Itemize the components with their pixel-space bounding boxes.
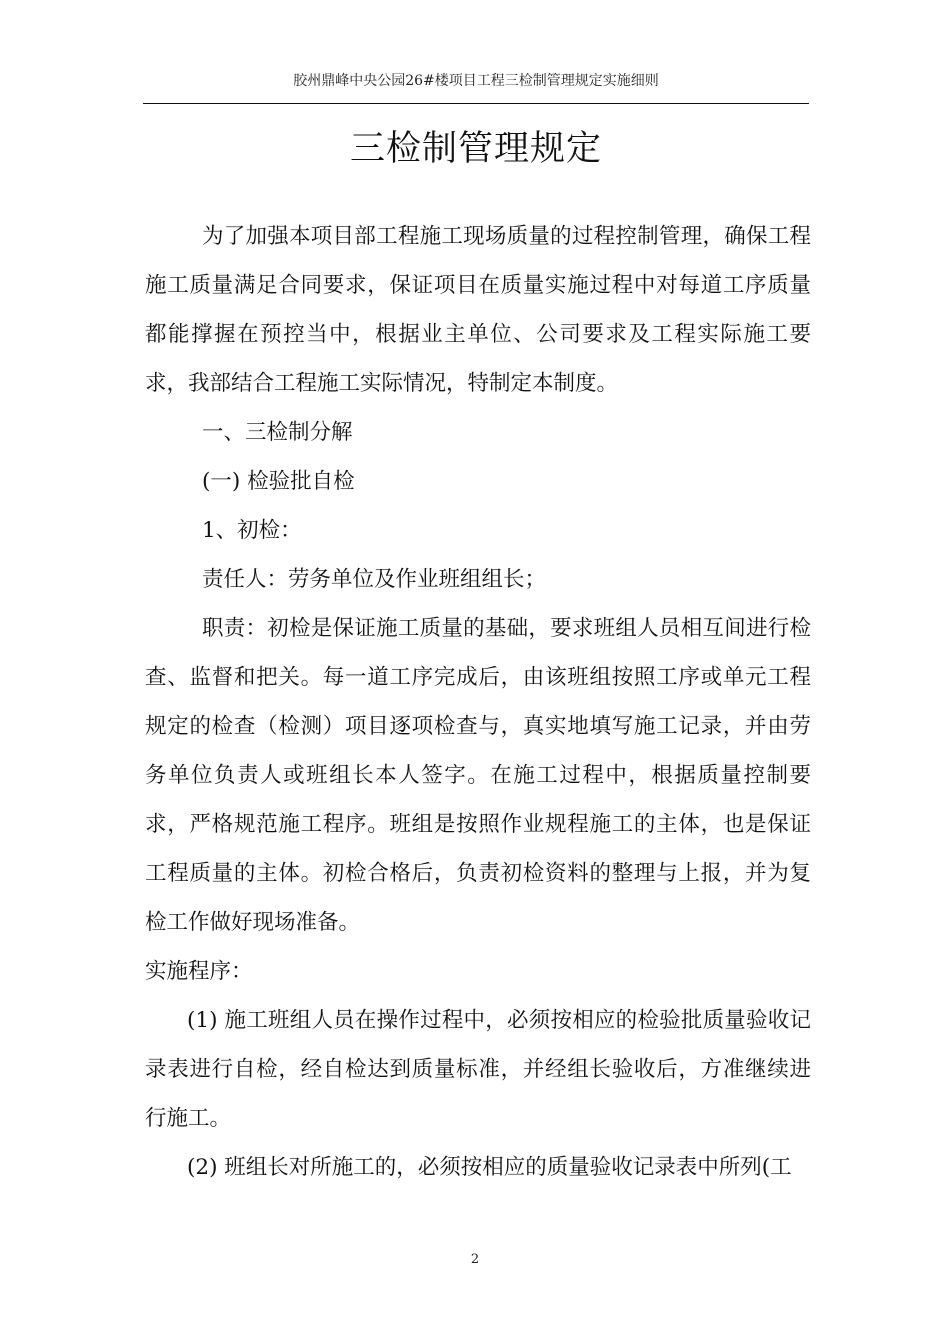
procedure-step-1: (1) 施工班组人员在操作过程中，必须按相应的检验批质量验收记录表进行自检，经自检达到质量标准，并经组长验收后，方准继续进行施工。 xyxy=(145,1008,811,1131)
section-heading: 一、三检制分解 xyxy=(202,420,353,445)
responsible-person: 责任人：劳务单位及作业班组组长； xyxy=(202,567,547,592)
header-divider xyxy=(143,103,809,104)
intro-paragraph: 为了加强本项目部工程施工现场质量的过程控制管理，确保工程施工质量满足合同要求，保证项目在质量实施过程中对每道工序质量都能撑握在预控当中，根据业主单位、公司要求及工程实际施工要求，我部结合工程施工实际情况，特制定本制度。 xyxy=(145,224,811,396)
document-title: 三检制管理规定 xyxy=(349,129,602,169)
procedure-label: 实施程序： xyxy=(145,959,253,984)
subsection-heading: (一) 检验批自检 xyxy=(202,469,355,494)
item-heading: 1、初检： xyxy=(202,518,302,543)
page-number: 2 xyxy=(470,1252,480,1267)
running-header: 胶州鼎峰中央公园26#楼项目工程三检制管理规定实施细则 xyxy=(293,73,659,89)
duties-paragraph: 职责：初检是保证施工质量的基础，要求班组人员相互间进行检查、监督和把关。每一道工序完成后，由该班组按照工序或单元工程规定的检查（检测）项目逐项检查与，真实地填写施工记录，并由劳务单位负责人或班组长本人签字。在施工过程中，根据质量控制要求，严格规范施工程序。班组是按照作业规程施工的主体，也是保证工程质量的主体。初检合格后，负责初检资料的整理与上报，并为复检工作做好现场准备。 xyxy=(145,616,811,935)
document-body xyxy=(145,212,811,1192)
procedure-step-2: (2) 班组长对所施工的，必须按相应的质量验收记录表中所列(工 xyxy=(187,1155,792,1180)
